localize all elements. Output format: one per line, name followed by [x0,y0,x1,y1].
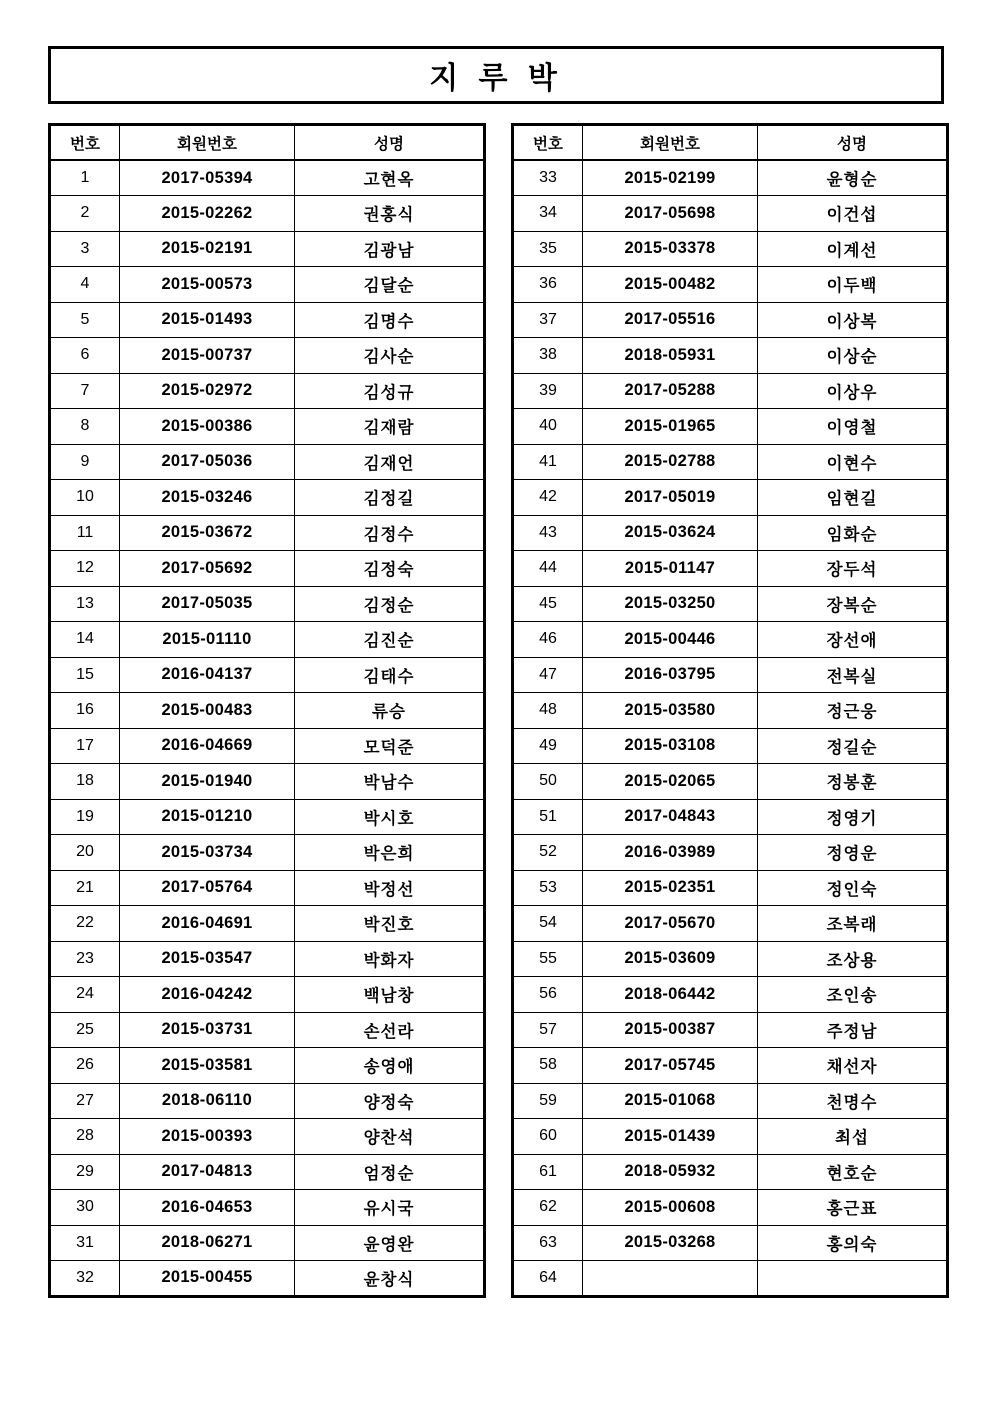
table-row [513,373,948,409]
cell-member-id: 2015-01965 [583,409,758,445]
roster-table-right [511,123,949,1298]
table-row [513,977,948,1013]
table-row [50,302,485,338]
cell-name: 권홍식 [295,196,485,232]
table-row [50,409,485,445]
cell-number: 48 [513,693,583,729]
header-row [50,125,485,161]
table-row [50,444,485,480]
cell-name: 천명수 [758,1083,948,1119]
cell-number: 23 [50,941,120,977]
cell-number: 21 [50,870,120,906]
table-row [50,515,485,551]
cell-name: 김광남 [295,231,485,267]
cell-member-id: 2017-05745 [583,1048,758,1084]
table-row [513,764,948,800]
cell-member-id: 2016-04691 [120,906,295,942]
cell-member-id: 2015-00387 [583,1012,758,1048]
cell-member-id: 2015-02191 [120,231,295,267]
cell-member-id: 2015-02065 [583,764,758,800]
cell-number: 38 [513,338,583,374]
cell-member-id: 2015-03108 [583,728,758,764]
cell-member-id: 2018-05932 [583,1154,758,1190]
cell-name: 윤형순 [758,160,948,196]
table-row [50,1119,485,1155]
cell-name [758,1261,948,1297]
cell-member-id: 2015-00455 [120,1261,295,1297]
cell-number: 34 [513,196,583,232]
table-row [50,870,485,906]
table-body-left [50,160,485,1296]
cell-number: 42 [513,480,583,516]
table-row [513,338,948,374]
cell-name: 김정길 [295,480,485,516]
cell-name: 손선라 [295,1012,485,1048]
cell-number: 54 [513,906,583,942]
cell-number: 63 [513,1225,583,1261]
cell-name: 최섭 [758,1119,948,1155]
table-row [50,693,485,729]
cell-member-id: 2015-00482 [583,267,758,303]
cell-member-id: 2015-00393 [120,1119,295,1155]
table-row [50,977,485,1013]
cell-number: 44 [513,551,583,587]
table-row [513,267,948,303]
cell-number: 30 [50,1190,120,1226]
table-row [513,1261,948,1297]
table-row [513,835,948,871]
cell-member-id: 2015-02972 [120,373,295,409]
cell-name: 정인숙 [758,870,948,906]
cell-member-id: 2017-05394 [120,160,295,196]
cell-name: 조상용 [758,941,948,977]
cell-number: 57 [513,1012,583,1048]
cell-number: 10 [50,480,120,516]
cell-member-id: 2015-01493 [120,302,295,338]
cell-name: 백남창 [295,977,485,1013]
roster-table-left [48,123,486,1298]
cell-member-id: 2015-00737 [120,338,295,374]
cell-number: 4 [50,267,120,303]
cell-name: 정영기 [758,799,948,835]
cell-name: 김명수 [295,302,485,338]
cell-number: 46 [513,622,583,658]
cell-number: 52 [513,835,583,871]
table-row [50,1190,485,1226]
cell-member-id: 2015-01439 [583,1119,758,1155]
cell-member-id: 2015-03609 [583,941,758,977]
cell-name: 이상순 [758,338,948,374]
cell-number: 35 [513,231,583,267]
cell-name: 류승 [295,693,485,729]
table-row [50,941,485,977]
cell-member-id: 2015-00483 [120,693,295,729]
cell-number: 19 [50,799,120,835]
cell-member-id: 2015-03672 [120,515,295,551]
table-row [513,693,948,729]
table-row [50,906,485,942]
cell-name: 김성규 [295,373,485,409]
table-row [513,1154,948,1190]
cell-name: 박진호 [295,906,485,942]
table-row [50,1225,485,1261]
cell-name: 주정남 [758,1012,948,1048]
cell-name: 김정수 [295,515,485,551]
cell-name: 이상복 [758,302,948,338]
cell-member-id: 2015-03580 [583,693,758,729]
cell-number: 33 [513,160,583,196]
cell-name: 임현길 [758,480,948,516]
cell-name: 이현수 [758,444,948,480]
cell-number: 60 [513,1119,583,1155]
cell-member-id: 2015-00608 [583,1190,758,1226]
cell-member-id: 2017-04843 [583,799,758,835]
cell-member-id: 2015-02788 [583,444,758,480]
cell-number: 47 [513,657,583,693]
table-header-left [50,125,485,161]
table-row [513,1190,948,1226]
cell-member-id: 2018-06442 [583,977,758,1013]
cell-member-id: 2015-03624 [583,515,758,551]
table-row [50,728,485,764]
title-box [48,46,944,104]
cell-name: 채선자 [758,1048,948,1084]
cell-number: 32 [50,1261,120,1297]
cell-number: 56 [513,977,583,1013]
cell-number: 26 [50,1048,120,1084]
cell-member-id: 2016-04137 [120,657,295,693]
table-header-right [513,125,948,161]
cell-name: 김정순 [295,586,485,622]
table-row [513,302,948,338]
cell-number: 13 [50,586,120,622]
cell-member-id: 2015-03378 [583,231,758,267]
cell-member-id: 2015-03547 [120,941,295,977]
cell-name: 정영운 [758,835,948,871]
cell-number: 50 [513,764,583,800]
table-row [513,586,948,622]
cell-number: 27 [50,1083,120,1119]
cell-name: 장두석 [758,551,948,587]
cell-number: 11 [50,515,120,551]
cell-number: 15 [50,657,120,693]
cell-member-id: 2015-02199 [583,160,758,196]
cell-number: 43 [513,515,583,551]
cell-number: 20 [50,835,120,871]
cell-number: 7 [50,373,120,409]
header-member-id: 회원번호 [583,125,758,161]
cell-name: 이계선 [758,231,948,267]
cell-name: 홍근표 [758,1190,948,1226]
cell-name: 엄정순 [295,1154,485,1190]
table-row [513,480,948,516]
cell-member-id: 2015-00386 [120,409,295,445]
cell-name: 홍의숙 [758,1225,948,1261]
table-row [50,622,485,658]
cell-name: 박화자 [295,941,485,977]
table-row [50,373,485,409]
cell-name: 고현옥 [295,160,485,196]
header-number: 번호 [513,125,583,161]
table-row [513,1083,948,1119]
roster-tables [48,123,944,1298]
table-row [50,338,485,374]
table-row [513,444,948,480]
cell-number: 12 [50,551,120,587]
cell-member-id: 2015-03581 [120,1048,295,1084]
cell-member-id: 2015-03731 [120,1012,295,1048]
cell-number: 62 [513,1190,583,1226]
cell-name: 김재람 [295,409,485,445]
cell-name: 장선애 [758,622,948,658]
header-member-id: 회원번호 [120,125,295,161]
cell-number: 53 [513,870,583,906]
cell-member-id: 2017-05670 [583,906,758,942]
cell-number: 17 [50,728,120,764]
cell-number: 55 [513,941,583,977]
header-name: 성명 [295,125,485,161]
cell-name: 김사순 [295,338,485,374]
cell-number: 31 [50,1225,120,1261]
cell-number: 58 [513,1048,583,1084]
page-title: 지 루 박 [429,62,563,95]
cell-name: 송영애 [295,1048,485,1084]
cell-member-id: 2017-05516 [583,302,758,338]
cell-name: 박정선 [295,870,485,906]
cell-number: 16 [50,693,120,729]
cell-name: 김진순 [295,622,485,658]
header-number: 번호 [50,125,120,161]
table-row [513,622,948,658]
table-row [50,1012,485,1048]
cell-number: 59 [513,1083,583,1119]
cell-name: 김재언 [295,444,485,480]
cell-number: 14 [50,622,120,658]
cell-member-id: 2015-01068 [583,1083,758,1119]
cell-name: 조인송 [758,977,948,1013]
table-row [513,728,948,764]
cell-name: 김태수 [295,657,485,693]
cell-name: 현호순 [758,1154,948,1190]
table-row [513,941,948,977]
cell-member-id: 2015-02351 [583,870,758,906]
cell-number: 18 [50,764,120,800]
table-row [513,515,948,551]
cell-number: 40 [513,409,583,445]
cell-member-id: 2015-03246 [120,480,295,516]
table-row [50,551,485,587]
cell-member-id: 2017-05698 [583,196,758,232]
table-row [513,160,948,196]
cell-member-id: 2018-05931 [583,338,758,374]
table-row [50,657,485,693]
cell-number: 6 [50,338,120,374]
cell-name: 정봉훈 [758,764,948,800]
cell-member-id: 2017-05019 [583,480,758,516]
cell-member-id: 2017-05288 [583,373,758,409]
table-row [513,196,948,232]
table-row [50,196,485,232]
cell-name: 이두백 [758,267,948,303]
cell-member-id: 2015-01110 [120,622,295,658]
table-row [513,409,948,445]
table-row [513,870,948,906]
cell-member-id: 2016-03795 [583,657,758,693]
cell-number: 45 [513,586,583,622]
cell-name: 조복래 [758,906,948,942]
table-row [50,1083,485,1119]
cell-member-id: 2017-05035 [120,586,295,622]
cell-name: 유시국 [295,1190,485,1226]
cell-number: 61 [513,1154,583,1190]
cell-number: 41 [513,444,583,480]
table-row [50,231,485,267]
table-row [513,551,948,587]
table-row [513,799,948,835]
cell-number: 64 [513,1261,583,1297]
cell-member-id: 2016-04242 [120,977,295,1013]
cell-member-id: 2016-04653 [120,1190,295,1226]
cell-member-id: 2015-00446 [583,622,758,658]
cell-number: 36 [513,267,583,303]
cell-member-id: 2015-01940 [120,764,295,800]
cell-number: 22 [50,906,120,942]
cell-member-id: 2017-05764 [120,870,295,906]
cell-name: 윤창식 [295,1261,485,1297]
cell-name: 모덕준 [295,728,485,764]
table-row [50,267,485,303]
cell-number: 51 [513,799,583,835]
cell-member-id [583,1261,758,1297]
cell-member-id: 2016-03989 [583,835,758,871]
cell-number: 49 [513,728,583,764]
cell-member-id: 2015-01210 [120,799,295,835]
cell-member-id: 2017-04813 [120,1154,295,1190]
cell-number: 24 [50,977,120,1013]
cell-name: 이건섭 [758,196,948,232]
cell-member-id: 2017-05692 [120,551,295,587]
cell-name: 김달순 [295,267,485,303]
cell-name: 정근웅 [758,693,948,729]
table-row [50,1154,485,1190]
header-row [513,125,948,161]
cell-name: 이영철 [758,409,948,445]
table-body-right [513,160,948,1296]
table-row [513,657,948,693]
table-row [50,1261,485,1297]
table-row [513,1225,948,1261]
cell-member-id: 2018-06110 [120,1083,295,1119]
table-row [513,1012,948,1048]
cell-number: 3 [50,231,120,267]
cell-name: 윤영완 [295,1225,485,1261]
cell-name: 박남수 [295,764,485,800]
cell-number: 2 [50,196,120,232]
cell-number: 39 [513,373,583,409]
cell-member-id: 2015-00573 [120,267,295,303]
cell-number: 29 [50,1154,120,1190]
cell-number: 37 [513,302,583,338]
table-row [50,799,485,835]
table-row [50,160,485,196]
cell-name: 양정숙 [295,1083,485,1119]
table-row [513,1048,948,1084]
table-row [50,480,485,516]
table-row [50,1048,485,1084]
header-name: 성명 [758,125,948,161]
cell-name: 박시호 [295,799,485,835]
cell-name: 김정숙 [295,551,485,587]
cell-member-id: 2017-05036 [120,444,295,480]
table-row [513,1119,948,1155]
cell-number: 8 [50,409,120,445]
cell-number: 5 [50,302,120,338]
cell-number: 1 [50,160,120,196]
table-row [513,906,948,942]
cell-member-id: 2018-06271 [120,1225,295,1261]
cell-name: 양찬석 [295,1119,485,1155]
cell-name: 전복실 [758,657,948,693]
table-row [50,586,485,622]
cell-member-id: 2015-01147 [583,551,758,587]
cell-name: 정길순 [758,728,948,764]
cell-member-id: 2015-03734 [120,835,295,871]
cell-name: 임화순 [758,515,948,551]
table-row [50,835,485,871]
cell-number: 28 [50,1119,120,1155]
cell-member-id: 2015-03268 [583,1225,758,1261]
cell-name: 이상우 [758,373,948,409]
cell-number: 9 [50,444,120,480]
cell-name: 박은희 [295,835,485,871]
cell-member-id: 2016-04669 [120,728,295,764]
cell-number: 25 [50,1012,120,1048]
table-row [513,231,948,267]
cell-name: 장복순 [758,586,948,622]
table-row [50,764,485,800]
cell-member-id: 2015-02262 [120,196,295,232]
cell-member-id: 2015-03250 [583,586,758,622]
